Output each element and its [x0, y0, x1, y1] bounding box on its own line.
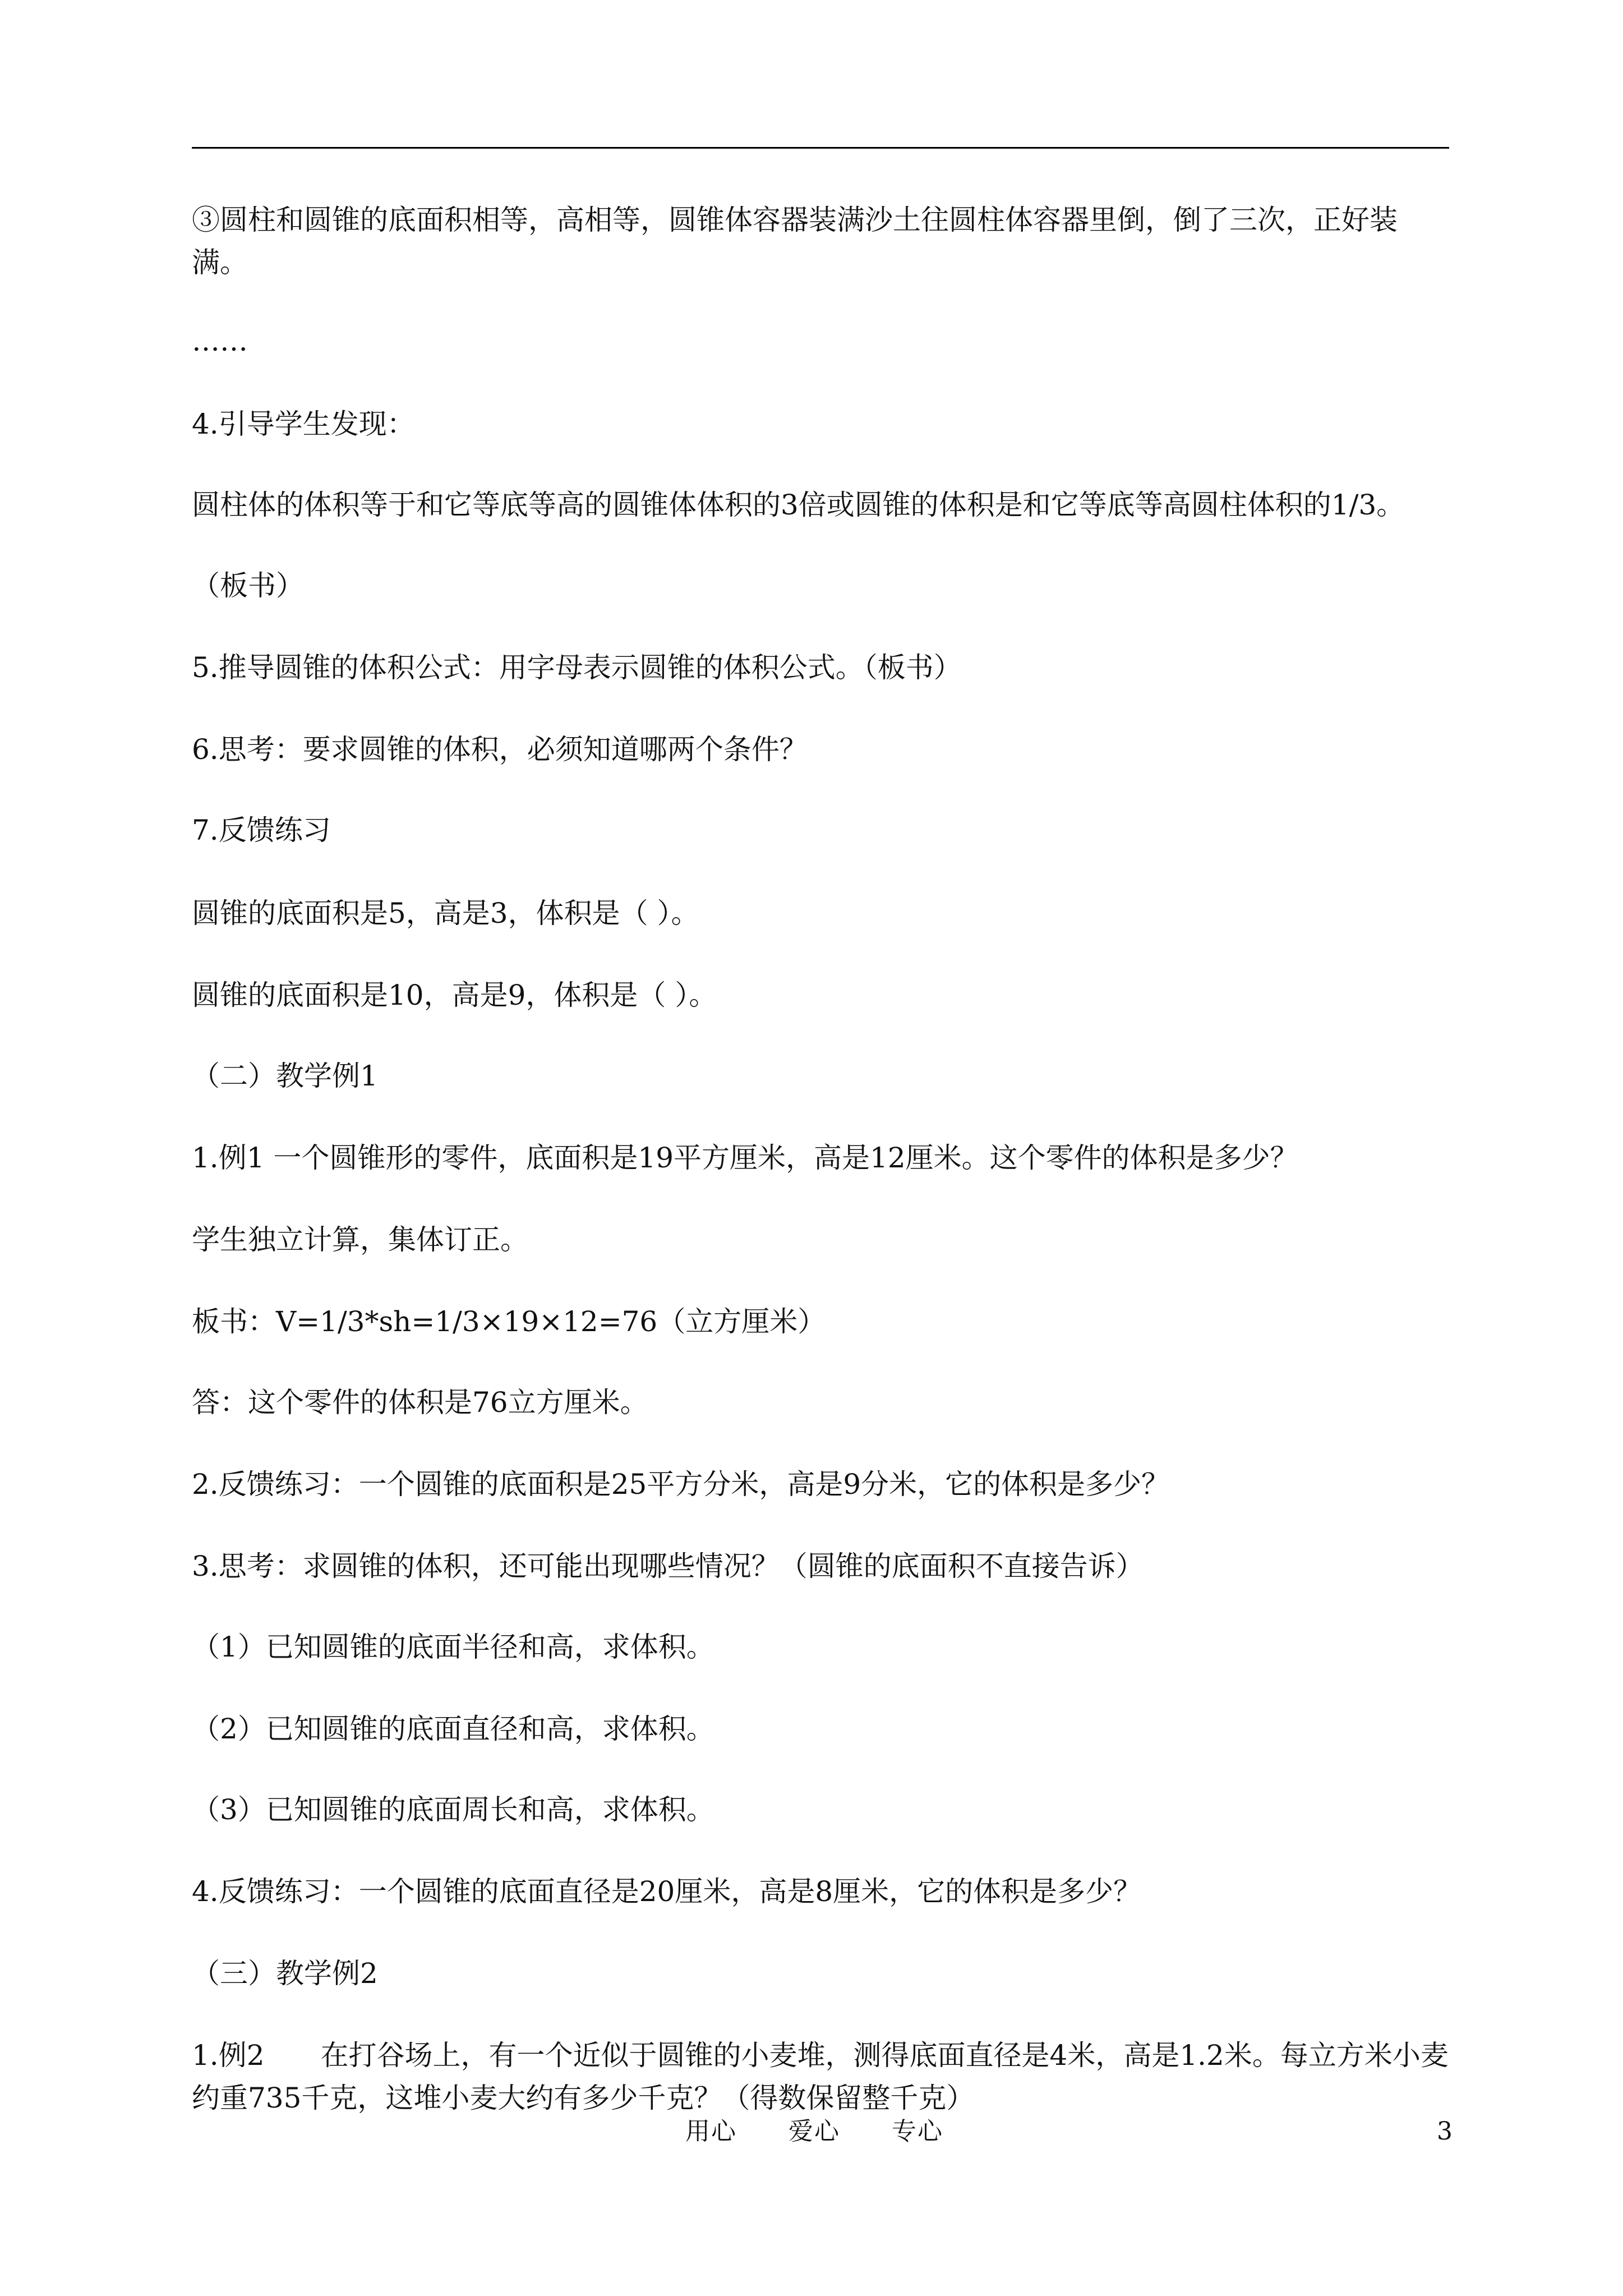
paragraph-9: 圆锥的底面积是5，高是3，体积是（ ）。: [192, 897, 699, 930]
paragraph-20: （3）已知圆锥的底面周长和高，求体积。: [192, 1793, 714, 1826]
paragraph-12: 1.例1 一个圆锥形的零件，底面积是19平方厘米，高是12厘米。这个零件的体积是多少？: [192, 1142, 1298, 1174]
footer-motto: 用心 爱心 专心: [685, 2117, 943, 2146]
paragraph-1: ③圆柱和圆锥的底面积相等，高相等，圆锥体容器装满沙土往圆柱体容器里倒，倒了三次，正好装满。: [192, 204, 1398, 279]
paragraph-3: 4.引导学生发现：: [192, 408, 415, 440]
header-rule: [192, 147, 1449, 149]
paragraph-18: （1）已知圆锥的底面半径和高，求体积。: [192, 1631, 714, 1663]
page-number: 3: [1437, 2117, 1453, 2146]
paragraph-10: 圆锥的底面积是10，高是9，体积是（ ）。: [192, 979, 717, 1011]
paragraph-6: 5.推导圆锥的体积公式：用字母表示圆锥的体积公式。（板书）: [192, 651, 962, 684]
paragraph-2: ……: [192, 325, 248, 357]
paragraph-23: 1.例2 在打谷场上，有一个近似于圆锥的小麦堆，测得底面直径是4米，高是1.2米。每立方米小麦约重735千克，这堆小麦大约有多少千克？（得数保留整千克）: [192, 2039, 1449, 2114]
paragraph-13: 学生独立计算，集体订正。: [192, 1223, 528, 1256]
paragraph-19: （2）已知圆锥的底面直径和高，求体积。: [192, 1713, 714, 1745]
paragraph-4: 圆柱体的体积等于和它等底等高的圆锥体体积的3倍或圆锥的体积是和它等底等高圆柱体积的1/3。: [192, 489, 1405, 521]
paragraph-16: 2.反馈练习：一个圆锥的底面积是25平方分米，高是9分米，它的体积是多少？: [192, 1468, 1170, 1501]
paragraph-5: （板书）: [192, 569, 304, 602]
paragraph-11: （二）教学例1: [192, 1060, 378, 1092]
paragraph-15: 答：这个零件的体积是76立方厘米。: [192, 1386, 648, 1419]
paragraph-8: 7.反馈练习: [192, 814, 331, 846]
paragraph-17: 3.思考：求圆锥的体积，还可能出现哪些情况？（圆锥的底面积不直接告诉）: [192, 1550, 1144, 1582]
paragraph-14: 板书：V=1/3*sh=1/3×19×12=76（立方厘米）: [192, 1305, 826, 1338]
paragraph-21: 4.反馈练习：一个圆锥的底面直径是20厘米，高是8厘米，它的体积是多少？: [192, 1875, 1142, 1908]
paragraph-22: （三）教学例2: [192, 1957, 378, 1990]
paragraph-7: 6.思考：要求圆锥的体积，必须知道哪两个条件？: [192, 733, 808, 766]
